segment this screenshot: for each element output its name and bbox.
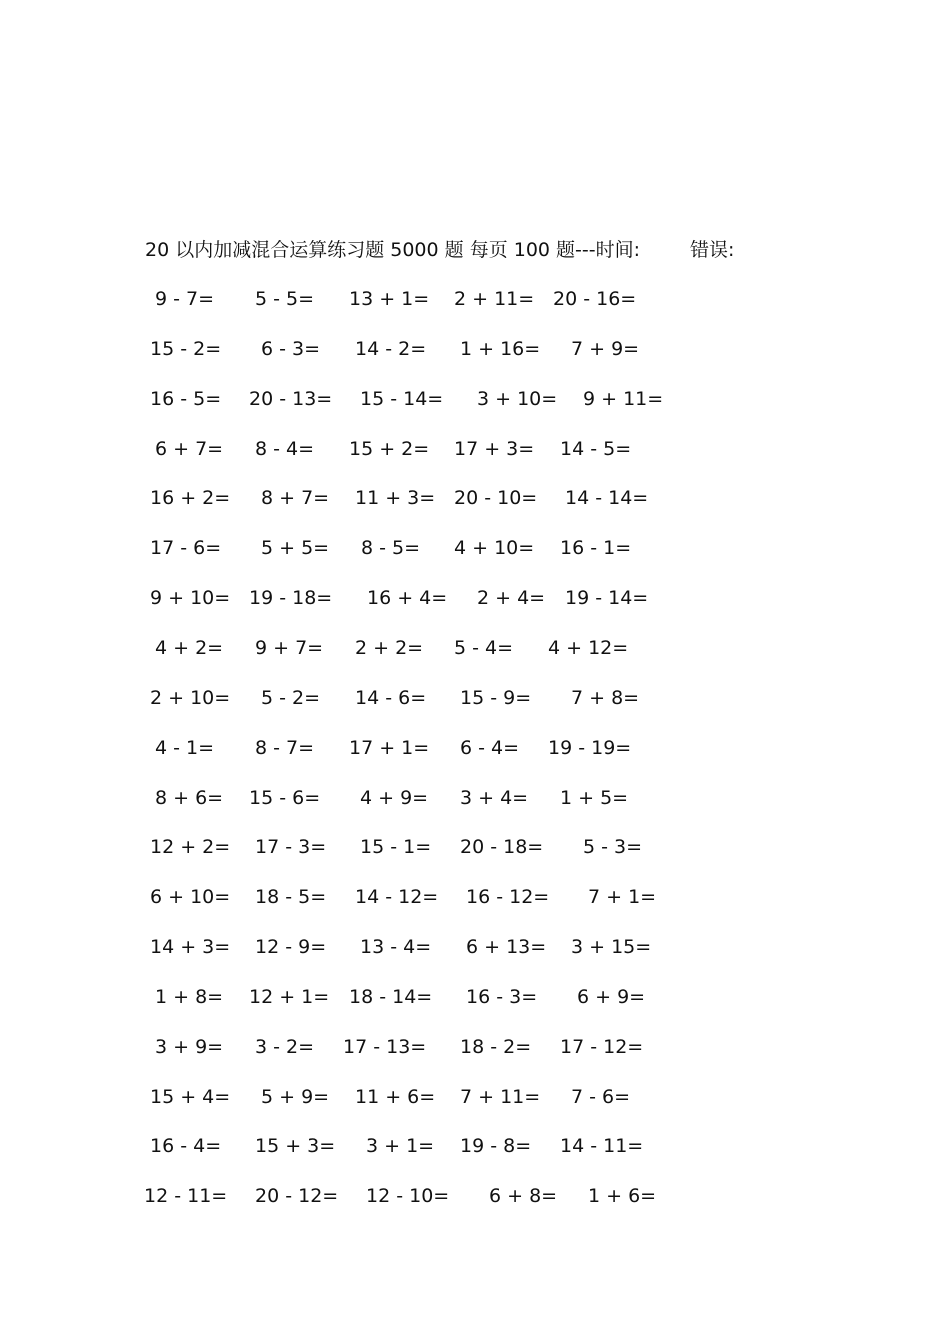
arithmetic-problem: 17 - 13= [343,1036,427,1058]
arithmetic-problem: 8 - 4= [255,438,315,460]
arithmetic-problem: 1 + 16= [460,338,541,360]
arithmetic-problem: 11 + 6= [355,1086,436,1108]
arithmetic-problem: 15 + 2= [349,438,430,460]
arithmetic-problem: 4 + 12= [548,637,629,659]
arithmetic-problem: 5 - 5= [255,288,315,310]
arithmetic-problem: 16 - 4= [150,1135,222,1157]
arithmetic-problem: 3 + 15= [571,936,652,958]
arithmetic-problem: 19 - 18= [249,587,333,609]
arithmetic-problem: 15 - 14= [360,388,444,410]
arithmetic-problem: 12 - 10= [366,1185,450,1207]
arithmetic-problem: 7 + 1= [588,886,657,908]
problem-row [0,734,950,762]
arithmetic-problem: 16 + 2= [150,487,231,509]
arithmetic-problem: 15 - 9= [460,687,532,709]
arithmetic-problem: 19 - 14= [565,587,649,609]
arithmetic-problem: 4 + 10= [454,537,535,559]
arithmetic-problem: 20 - 16= [553,288,637,310]
arithmetic-problem: 17 - 12= [560,1036,644,1058]
arithmetic-problem: 20 - 10= [454,487,538,509]
arithmetic-problem: 18 - 5= [255,886,327,908]
arithmetic-problem: 6 + 8= [489,1185,558,1207]
arithmetic-problem: 5 + 5= [261,537,330,559]
arithmetic-problem: 5 + 9= [261,1086,330,1108]
problem-row [0,684,950,712]
arithmetic-problem: 14 - 11= [560,1135,644,1157]
arithmetic-problem: 20 - 13= [249,388,333,410]
problem-row [0,1132,950,1160]
arithmetic-problem: 3 + 4= [460,787,529,809]
arithmetic-problem: 9 + 10= [150,587,231,609]
arithmetic-problem: 3 + 10= [477,388,558,410]
arithmetic-problem: 5 - 3= [583,836,643,858]
arithmetic-problem: 16 - 12= [466,886,550,908]
arithmetic-problem: 15 - 1= [360,836,432,858]
arithmetic-problem: 15 - 2= [150,338,222,360]
errors-label: 错误: [690,239,735,261]
problem-row [0,883,950,911]
arithmetic-problem: 5 - 4= [454,637,514,659]
problem-row [0,634,950,662]
problem-row [0,784,950,812]
problem-row [0,1033,950,1061]
arithmetic-problem: 2 + 2= [355,637,424,659]
problem-row [0,1083,950,1111]
arithmetic-problem: 17 + 3= [454,438,535,460]
arithmetic-problem: 5 - 2= [261,687,321,709]
arithmetic-problem: 15 + 4= [150,1086,231,1108]
arithmetic-problem: 2 + 4= [477,587,546,609]
arithmetic-problem: 14 - 6= [355,687,427,709]
arithmetic-problem: 14 - 12= [355,886,439,908]
arithmetic-problem: 9 + 11= [583,388,664,410]
arithmetic-problem: 6 - 4= [460,737,520,759]
arithmetic-problem: 4 + 9= [360,787,429,809]
arithmetic-problem: 19 - 8= [460,1135,532,1157]
arithmetic-problem: 7 + 8= [571,687,640,709]
arithmetic-problem: 1 + 6= [588,1185,657,1207]
arithmetic-problem: 7 + 11= [460,1086,541,1108]
problem-row [0,285,950,313]
problem-row [0,335,950,363]
problem-row [0,385,950,413]
arithmetic-problem: 17 - 3= [255,836,327,858]
arithmetic-problem: 15 - 6= [249,787,321,809]
arithmetic-problem: 3 + 1= [366,1135,435,1157]
arithmetic-problem: 7 - 6= [571,1086,631,1108]
arithmetic-problem: 19 - 19= [548,737,632,759]
arithmetic-problem: 1 + 8= [155,986,224,1008]
arithmetic-problem: 17 - 6= [150,537,222,559]
problem-row [0,933,950,961]
arithmetic-problem: 18 - 2= [460,1036,532,1058]
arithmetic-problem: 2 + 10= [150,687,231,709]
arithmetic-problem: 6 + 13= [466,936,547,958]
arithmetic-problem: 20 - 18= [460,836,544,858]
arithmetic-problem: 6 + 7= [155,438,224,460]
problem-row [0,833,950,861]
arithmetic-problem: 6 + 10= [150,886,231,908]
arithmetic-problem: 6 + 9= [577,986,646,1008]
arithmetic-problem: 12 - 11= [144,1185,228,1207]
arithmetic-problem: 14 - 5= [560,438,632,460]
worksheet-title: 20 以内加减混合运算练习题 5000 题 每页 100 题---时间: [145,239,641,261]
arithmetic-problem: 9 + 7= [255,637,324,659]
arithmetic-problem: 7 + 9= [571,338,640,360]
arithmetic-problem: 18 - 14= [349,986,433,1008]
arithmetic-problem: 15 + 3= [255,1135,336,1157]
problem-row [0,1182,950,1210]
arithmetic-problem: 4 - 1= [155,737,215,759]
problem-row [0,534,950,562]
arithmetic-problem: 13 + 1= [349,288,430,310]
arithmetic-problem: 16 - 3= [466,986,538,1008]
arithmetic-problem: 3 - 2= [255,1036,315,1058]
arithmetic-problem: 9 - 7= [155,288,215,310]
arithmetic-problem: 8 - 7= [255,737,315,759]
arithmetic-problem: 17 + 1= [349,737,430,759]
arithmetic-problem: 14 + 3= [150,936,231,958]
problem-row [0,435,950,463]
arithmetic-problem: 12 - 9= [255,936,327,958]
arithmetic-problem: 11 + 3= [355,487,436,509]
arithmetic-problem: 2 + 11= [454,288,535,310]
problem-row [0,584,950,612]
problem-row [0,983,950,1011]
arithmetic-problem: 12 + 1= [249,986,330,1008]
arithmetic-problem: 16 + 4= [367,587,448,609]
arithmetic-problem: 3 + 9= [155,1036,224,1058]
arithmetic-problem: 14 - 14= [565,487,649,509]
arithmetic-problem: 4 + 2= [155,637,224,659]
arithmetic-problem: 20 - 12= [255,1185,339,1207]
arithmetic-problem: 8 - 5= [361,537,421,559]
arithmetic-problem: 8 + 6= [155,787,224,809]
arithmetic-problem: 14 - 2= [355,338,427,360]
arithmetic-problem: 16 - 1= [560,537,632,559]
arithmetic-problem: 12 + 2= [150,836,231,858]
problem-row [0,484,950,512]
arithmetic-problem: 1 + 5= [560,787,629,809]
arithmetic-problem: 16 - 5= [150,388,222,410]
arithmetic-problem: 8 + 7= [261,487,330,509]
arithmetic-problem: 6 - 3= [261,338,321,360]
arithmetic-problem: 13 - 4= [360,936,432,958]
